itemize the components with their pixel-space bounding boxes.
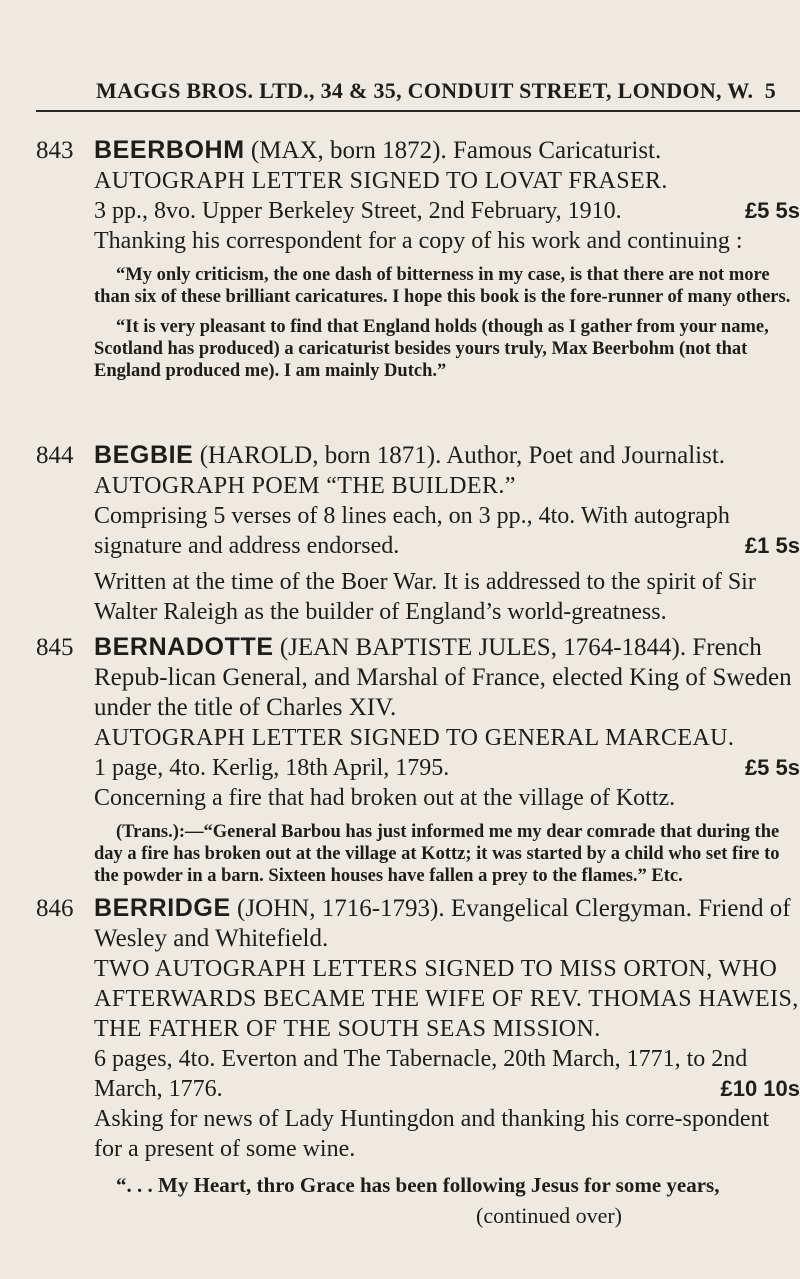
price: £5 5s <box>744 198 800 223</box>
quote-paragraph: “. . . My Heart, thro Grace has been following Jesus for some years, <box>116 1173 720 1197</box>
item-details <box>36 196 800 226</box>
details-text: 3 pp., 8vo. Upper Berkeley Street, 2nd February, 1910. <box>94 198 622 224</box>
item-title: AUTOGRAPH LETTER SIGNED TO GENERAL MARCEAU. <box>94 725 735 751</box>
item-title: TWO AUTOGRAPH LETTERS SIGNED TO MISS ORTON, WHO AFTERWARDS BECAME THE WIFE OF REV. THOMAS HAWEIS, THE FATHER OF THE SOUTH SEAS MISSION. <box>94 956 799 1042</box>
item-description: Concerning a fire that had broken out at the village of Kottz. <box>94 785 676 811</box>
item-details <box>36 1044 800 1104</box>
entry-heading <box>36 440 800 471</box>
page-number: 5 <box>764 78 776 103</box>
entry-heading <box>36 632 800 723</box>
running-header <box>96 78 776 104</box>
heading-rest: (HAROLD, born 1871). Author, Poet and Journalist. <box>199 442 726 469</box>
lot-number: 845 <box>36 634 74 661</box>
catalogue-entry-845 <box>36 632 800 887</box>
price: £1 5s <box>744 533 800 558</box>
lot-number: 846 <box>36 895 74 922</box>
details-text: Comprising 5 verses of 8 lines each, on 3 pp., 4to. With autograph signature and address endorsed. <box>94 503 730 559</box>
quote-paragraph: “My only criticism, the one dash of bitterness in my case, is that there are not more than six of these brilliant caricatures. I hope this book is the fore-runner of many others. <box>94 265 791 307</box>
lot-number: 844 <box>36 442 74 469</box>
header-rule <box>36 110 800 112</box>
quote-paragraph: “It is very pleasant to find that England holds (though as I gather from your name, Scotland has produced) a caricaturist besides yours truly, Max Beerbohm (not that England produced me). I am mainly Dutch.” <box>94 317 769 381</box>
entry-heading <box>36 135 800 166</box>
heading-rest: (MAX, born 1872). Famous Caricaturist. <box>250 137 662 164</box>
item-details <box>36 753 800 783</box>
surname: BEERBOHM <box>94 136 245 164</box>
continued-note: (continued over) <box>476 1203 622 1228</box>
item-details <box>36 501 800 561</box>
entry-heading <box>36 893 800 954</box>
details-text: 6 pages, 4to. Everton and The Tabernacle, 20th March, 1771, to 2nd March, 1776. <box>94 1046 748 1102</box>
item-description: Written at the time of the Boer War. It is addressed to the spirit of Sir Walter Raleigh as the builder of England’s world-greatness. <box>94 569 756 625</box>
item-title: AUTOGRAPH LETTER SIGNED TO LOVAT FRASER. <box>94 168 668 194</box>
header-text: MAGGS BROS. LTD., 34 & 35, CONDUIT STREET, LONDON, W. <box>96 78 754 103</box>
surname: BERRIDGE <box>94 894 231 922</box>
price: £5 5s <box>744 755 800 780</box>
details-text: 1 page, 4to. Kerlig, 18th April, 1795. <box>94 755 450 781</box>
lot-number: 843 <box>36 137 74 164</box>
catalogue-entry-844 <box>36 440 800 627</box>
item-description: Thanking his correspondent for a copy of his work and continuing : <box>94 228 743 254</box>
surname: BERNADOTTE <box>94 633 274 661</box>
catalogue-entry-846 <box>36 893 800 1230</box>
price: £10 10s <box>720 1076 800 1101</box>
item-description: Asking for news of Lady Huntingdon and thanking his corre-spondent for a present of some wine. <box>94 1106 770 1162</box>
heading-rest: (JOHN, 1716-1793). Evangelical Clergyman. Friend of Wesley and Whitefield. <box>94 895 791 952</box>
quote-paragraph: (Trans.):—“General Barbou has just informed me my dear comrade that during the day a fire has broken out at the village at Kottz; it was started by a child who set fire to the powder in a barn. Sixteen houses have fallen a prey to the flames.” Etc. <box>94 822 780 886</box>
item-title: AUTOGRAPH POEM “THE BUILDER.” <box>94 473 516 499</box>
catalogue-entry-843 <box>36 135 800 382</box>
heading-rest: (JEAN BAPTISTE JULES, 1764-1844). French Repub-lican General, and Marshal of France, elected King of Sweden under the title of Charles XIV. <box>94 634 792 721</box>
surname: BEGBIE <box>94 441 194 469</box>
